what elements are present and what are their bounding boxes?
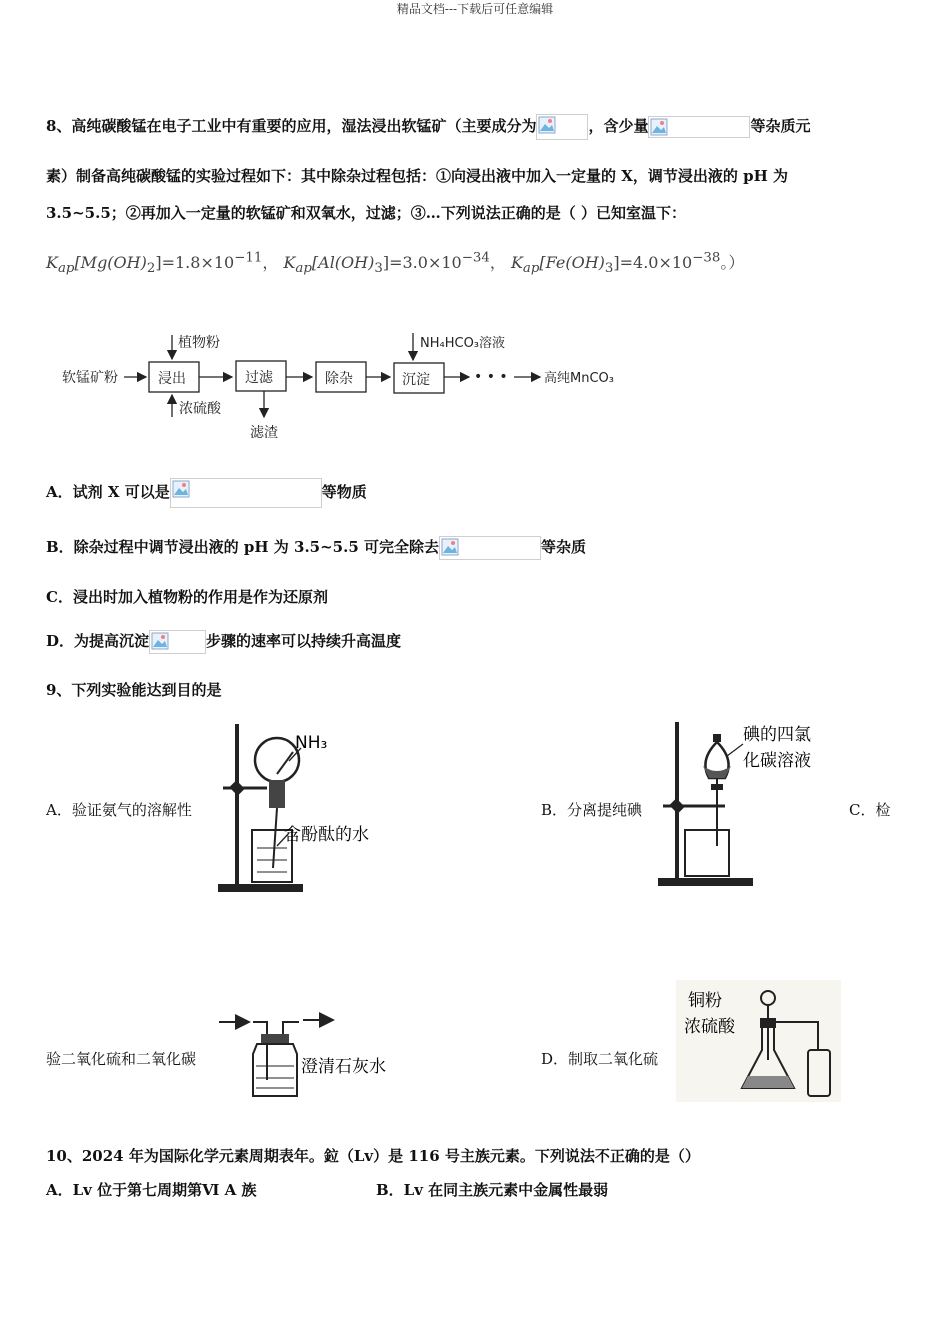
flow-start-label: 软锰矿粉 (62, 370, 118, 386)
phenolphthalein-water-label: 含酚酞的水 (284, 825, 369, 845)
tube (277, 752, 293, 774)
q8-line1 (46, 114, 810, 140)
q9-option-b[interactable]: B．分离提纯碘 (541, 801, 643, 819)
flow-bottom1-label: 浓硫酸 (179, 401, 221, 417)
ksp2-sub: ap (295, 261, 312, 277)
figure-b-separatory-funnel (655, 718, 835, 893)
broken-image-icon (650, 118, 668, 136)
clamp-knob (229, 780, 245, 796)
q8-line2: 素）制备高纯碳酸锰的实验过程如下：其中除杂过程包括：①向浸出液中加入一定量的 X，调节浸出液的 pH 为 (46, 167, 788, 185)
broken-image-placeholder (149, 630, 206, 654)
flow-box2-label: 过滤 (245, 370, 273, 386)
ksp1-sub2: 2 (146, 261, 156, 277)
q8-option-c[interactable]: C．浸出时加入植物粉的作用是作为还原剂 (46, 588, 328, 606)
beaker (685, 830, 729, 876)
q8-line1-text-a: 8、高纯碳酸锰在电子工业中有重要的应用，湿法浸出软锰矿（主要成分为 (46, 117, 537, 135)
q9-title: 9、下列实验能达到目的是 (46, 681, 222, 699)
q9-option-c-start[interactable]: C．检 (849, 801, 891, 819)
iodine-ccl4-label-2: 化碳溶液 (743, 751, 811, 771)
ksp2-value: ]=3.0×10 (382, 253, 462, 272)
broken-image-placeholder (648, 116, 750, 138)
iodine-ccl4-label-1: 碘的四氯 (743, 725, 811, 745)
glass-tube (273, 808, 277, 868)
ksp1-exp: −11 (234, 250, 263, 266)
broken-image-icon (172, 480, 190, 498)
flow-box4-label: 沉淀 (402, 372, 430, 388)
clamp-knob (669, 798, 685, 814)
flow-end-label: 高纯MnCO₃ (544, 371, 614, 386)
ksp-end: 。） (720, 253, 745, 272)
stand-base (658, 878, 753, 886)
copper-powder-label: 铜粉 (688, 991, 722, 1011)
ksp2-k: K (283, 253, 296, 272)
q8-option-d[interactable] (46, 630, 401, 654)
q10-title: 10、2024 年为国际化学元素周期表年。鉝（Lv）是 116 号主族元素。下列说法不正确的是（） (46, 1147, 700, 1165)
stopper (269, 780, 285, 808)
broken-image-placeholder (439, 536, 541, 560)
flow-bottom2-label: 滤渣 (250, 425, 278, 441)
q8-line1-text-c: 等杂质元 (750, 117, 811, 135)
ksp1-value: ]=1.8×10 (155, 253, 235, 272)
ksp2-exp: −34 (461, 250, 490, 266)
q9-option-c-rest[interactable]: 验二氧化硫和二氧化碳 (46, 1050, 197, 1068)
q9-option-d[interactable]: D．制取二氧化硫 (541, 1050, 659, 1068)
q10-option-a[interactable]: A．Lv 位于第七周期第Ⅵ A 族 (46, 1181, 257, 1199)
q10-option-b[interactable]: B．Lv 在同主族元素中金属性最弱 (376, 1181, 609, 1199)
flow-box3-label: 除杂 (325, 371, 353, 387)
q8-option-d-suffix: 步骤的速率可以持续升高温度 (206, 632, 402, 650)
funnel-stopper (713, 734, 721, 742)
q8-option-d-text: D．为提高沉淀 (46, 632, 150, 650)
broken-image-placeholder (536, 114, 588, 140)
stopcock (711, 784, 723, 790)
q8-option-b[interactable] (46, 536, 586, 560)
q8-line3: 3.5~5.5；②再加入一定量的软锰矿和双氧水，过滤；③…下列说法正确的是（ ）已知室温下： (46, 204, 686, 222)
broken-image-icon (151, 632, 169, 650)
q8-option-b-text: B．除杂过程中调节浸出液的 pH 为 3.5~5.5 可完全除去 (46, 538, 439, 556)
flow-dots: • • • (474, 369, 508, 385)
q8-option-b-suffix: 等杂质 (541, 538, 587, 556)
ksp2-body: [Al(OH) (311, 253, 375, 272)
flow-top4-label: NH₄HCO₃溶液 (420, 336, 506, 351)
ksp1-body: [Mg(OH) (74, 253, 147, 272)
limewater-label: 澄清石灰水 (301, 1057, 386, 1077)
ksp-separator: ， (262, 253, 279, 272)
nh3-label: NH₃ (295, 733, 328, 753)
flask-liquid (742, 1076, 794, 1088)
ksp3-value: ]=4.0×10 (613, 253, 693, 272)
ksp-separator: ， (489, 253, 506, 272)
process-flow-diagram (46, 325, 646, 450)
q8-line1-text-b: ，含少量 (588, 117, 649, 135)
stand-base (218, 884, 303, 892)
ksp3-sub: ap (522, 261, 540, 277)
broken-image-placeholder (170, 478, 322, 508)
broken-image-icon (538, 116, 556, 134)
q8-option-a[interactable] (46, 478, 367, 508)
flow-box1-label: 浸出 (158, 371, 186, 387)
ksp2-sub2: 3 (374, 261, 383, 277)
broken-image-icon (441, 538, 459, 556)
conc-sulfuric-acid-label: 浓硫酸 (684, 1017, 735, 1037)
q9-option-a[interactable]: A．验证氨气的溶解性 (46, 801, 192, 819)
q8-option-a-suffix: 等物质 (321, 483, 367, 501)
ksp1-sub: ap (57, 261, 75, 277)
figure-d-so2-generator (676, 980, 841, 1102)
figure-c-gas-washing-bottle (215, 1008, 405, 1104)
q8-option-a-text: A．试剂 X 可以是 (46, 483, 170, 501)
bottle-stopper (261, 1034, 289, 1044)
ksp-formula-line (46, 250, 744, 276)
page-header: 精品文档---下载后可任意编辑 (396, 2, 554, 16)
ksp3-exp: −38 (692, 250, 721, 266)
round-flask (255, 738, 299, 782)
pointer-line (727, 744, 743, 756)
ksp1-k: K (46, 253, 58, 272)
ksp3-k: K (510, 253, 523, 272)
ksp3-body: [Fe(OH) (539, 253, 605, 272)
figure-a-ammonia-apparatus (215, 718, 405, 898)
ksp3-sub2: 3 (604, 261, 614, 277)
flow-top1-label: 植物粉 (178, 335, 220, 351)
